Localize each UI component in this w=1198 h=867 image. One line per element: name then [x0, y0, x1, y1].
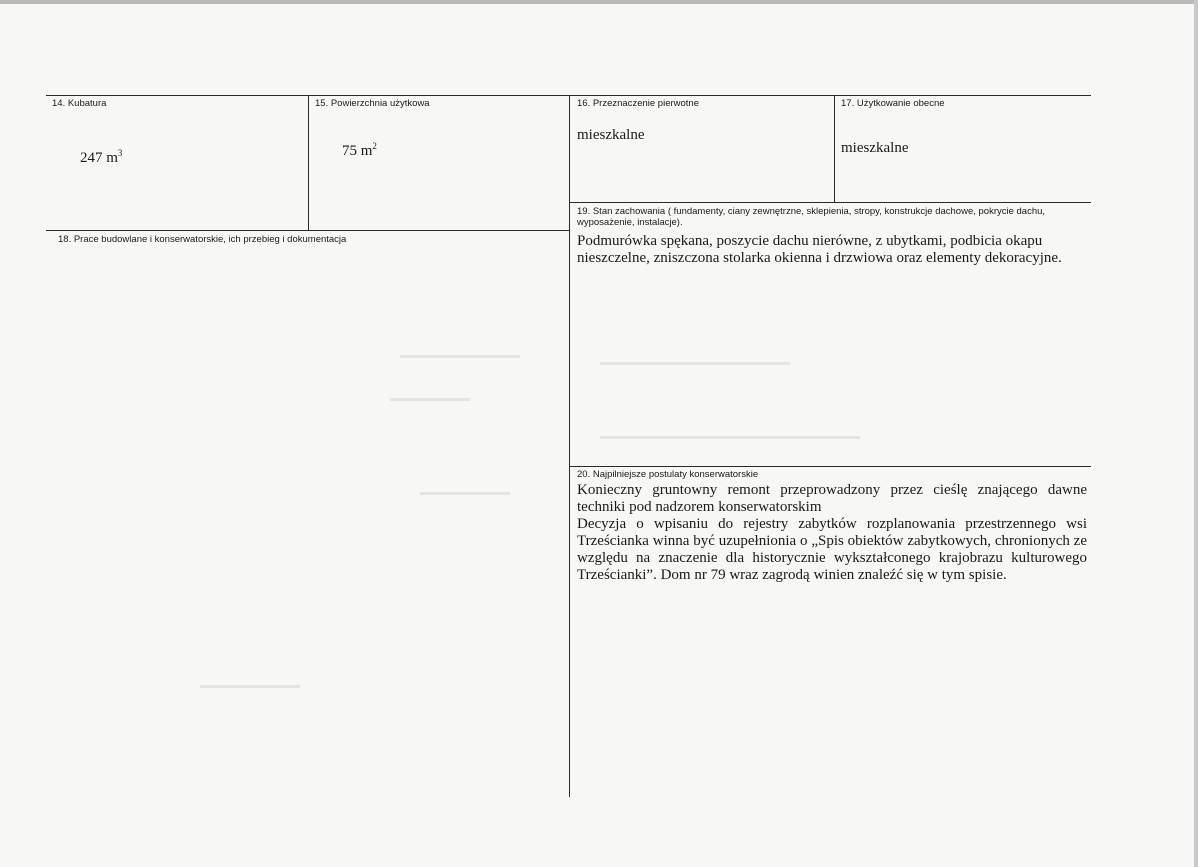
- divider-14-15: [308, 95, 309, 230]
- postulaty-paragraph-1: Konieczny gruntowny remont przeprowadzony przez cieślę znającego dawne techniki pod nadzorem konserwatorskim: [577, 482, 1087, 515]
- postulaty-text: [577, 482, 1087, 584]
- postulaty-label: 20. Najpilniejsze postulaty konserwatorskie: [577, 469, 759, 480]
- bleed-through-mark: [390, 398, 470, 401]
- bleed-through-mark: [200, 685, 300, 688]
- scan-edge-top: [0, 0, 1198, 4]
- bleed-through-mark: [600, 362, 790, 365]
- scan-edge-right: [1194, 0, 1198, 867]
- divider-center: [569, 95, 570, 797]
- kubatura-label: 14. Kubatura: [52, 98, 107, 109]
- bleed-through-mark: [600, 436, 860, 439]
- bleed-through-mark: [420, 492, 510, 495]
- stan-label: 19. Stan zachowania ( fundamenty, ciany zewnętrzne, sklepienia, stropy, konstrukcje dachowe, pokrycie dachu, wyposażenie, instalacje).: [577, 206, 1046, 228]
- uzytkowanie-value: mieszkalne: [841, 140, 909, 156]
- divider-row-20: [570, 466, 1091, 467]
- kubatura-value: 247 $m^3$: [80, 148, 123, 166]
- divider-row-18: [46, 230, 570, 231]
- uzytkowanie-label: 17. Użytkowanie obecne: [841, 98, 945, 109]
- przeznaczenie-value: mieszkalne: [577, 127, 645, 143]
- postulaty-paragraph-2: Decyzja o wpisaniu do rejestry zabytków rozplanowania przestrzennego wsi Trześcianka winna być uzupełnionia o „Spis obiektów zabytkowych, chronionych ze względu na znaczenie dla historycznie wykształconego krajobrazu kulturowego Trześcianki”. Dom nr 79 wraz zagrodą winien znaleźć się w tym spisie.: [577, 516, 1087, 583]
- stan-value: Podmurówka spękana, poszycie dachu nierówne, z ubytkami, podbicia okapu nieszczelne, zniszczona stolarka okienna i drzwiowa oraz elementy dekoracyjne.: [577, 233, 1062, 266]
- divider-row-19: [570, 202, 1091, 203]
- divider-16-17: [834, 95, 835, 202]
- przeznaczenie-label: 16. Przeznaczenie pierwotne: [577, 98, 699, 109]
- prace-label: 18. Prace budowlane i konserwatorskie, ich przebieg i dokumentacja: [58, 234, 347, 245]
- powierzchnia-value: 75 $m^2$: [342, 141, 377, 159]
- bleed-through-mark: [400, 355, 520, 358]
- powierzchnia-label: 15. Powierzchnia użytkowa: [315, 98, 430, 109]
